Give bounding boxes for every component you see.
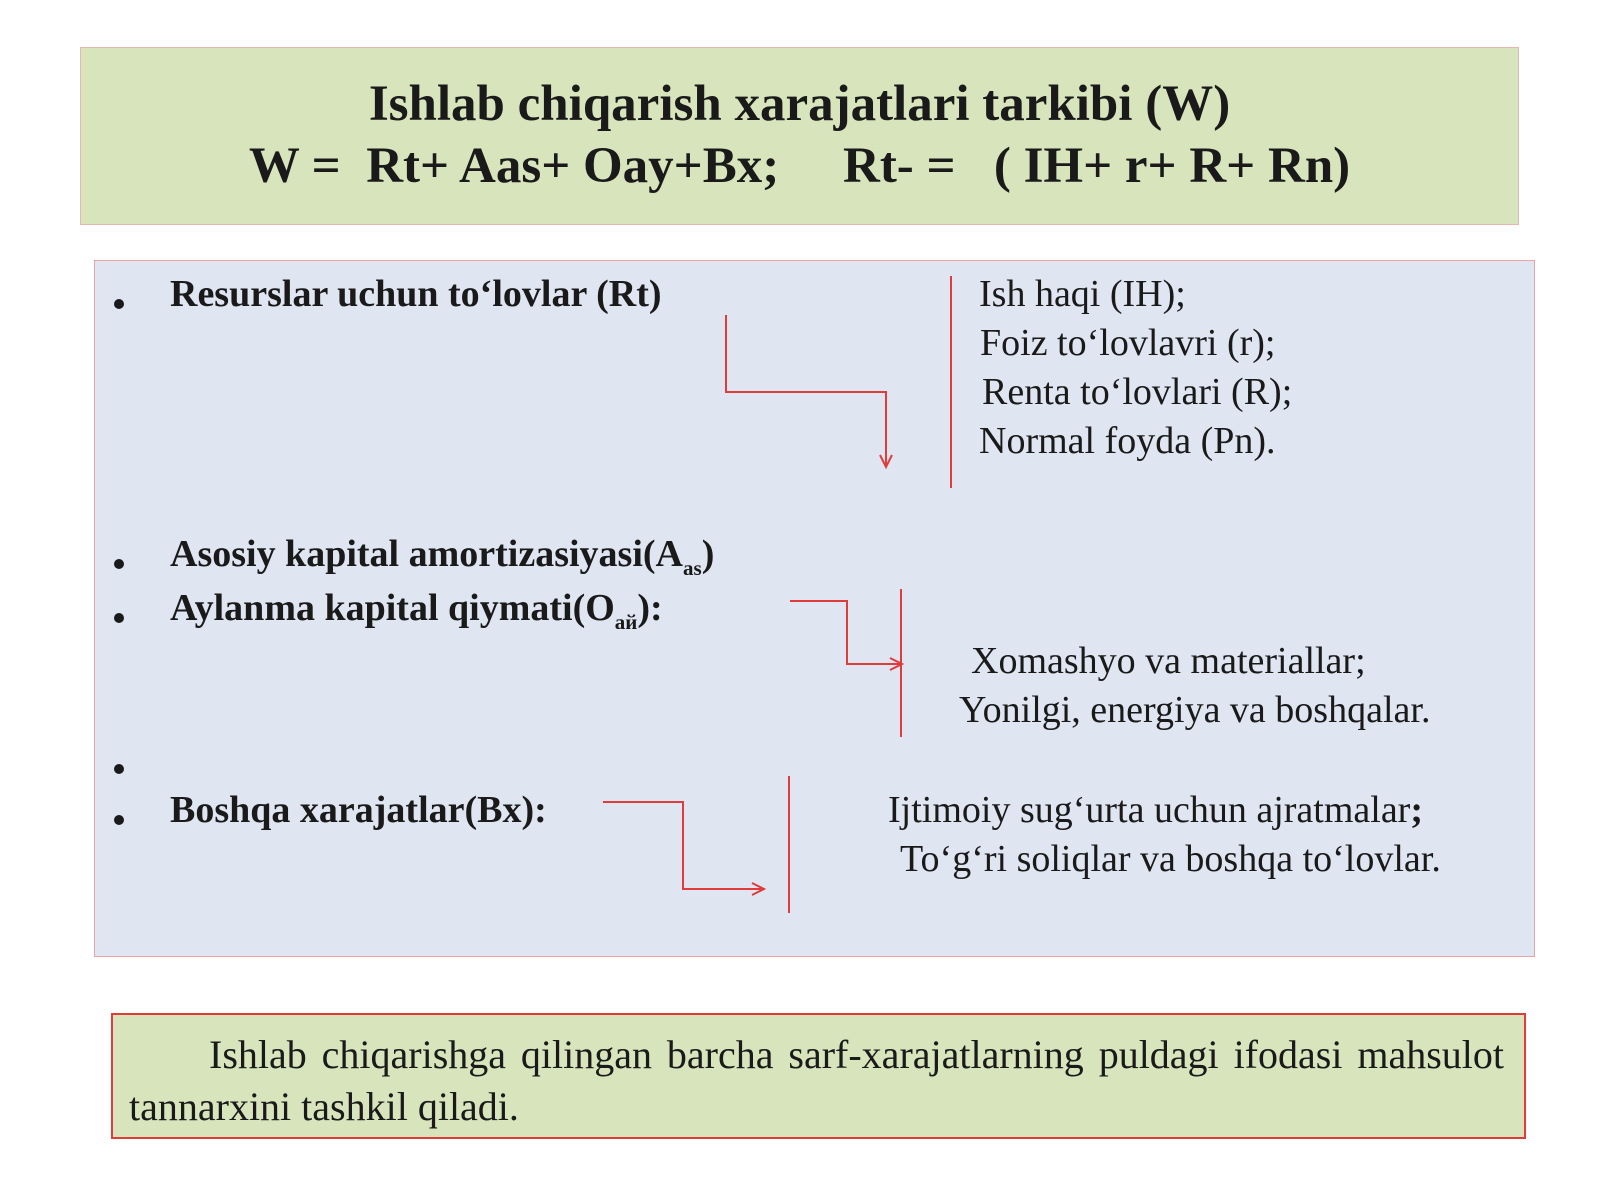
bx-detail-0-text: Ijtimoiy sug‘urta uchun ajratmalar [888,789,1411,831]
oay-elbow-arrow [790,601,901,664]
aas-label-suffix: ) [701,533,715,575]
oay-detail-1: Yonilgi, energiya va boshqalar. [959,689,1431,731]
page-title: Ishlab chiqarish xarajatlari tarkibi (W) [368,76,1231,132]
bullet-oay [114,613,124,623]
bx-detail-0-semicolon: ; [1410,789,1423,831]
oay-label-text: Aylanma kapital qiymati(O [170,587,615,629]
bullet-bx [114,815,124,825]
oay-label-suffix: ): [637,587,663,629]
cost-structure-panel [94,260,1535,957]
item-aas-label [170,532,714,590]
aas-subscript: as [683,556,702,580]
item-oay-label [170,586,663,644]
bullet-empty [114,764,124,774]
bx-detail-0 [888,788,1423,832]
rt-detail-3: Normal foyda (Pn). [979,420,1276,462]
item-bx-label: Boshqa xarajatlar(Bx): [170,789,547,831]
rt-detail-1: Foiz to‘lovlavri (r); [980,322,1276,364]
item-rt-label: Resurslar uchun to‘lovlar (Rt) [170,273,662,315]
bullet-rt [114,299,124,309]
rt-detail-0: Ish haqi (IH); [979,273,1186,315]
bullet-aas [114,559,124,569]
summary-note [111,1013,1526,1139]
rt-elbow-arrow [726,315,886,466]
aas-label-text: Asosiy kapital amortizasiyasi(A [170,533,683,575]
oay-subscript: ай [614,610,638,634]
title-box [80,47,1519,225]
oay-detail-0: Xomashyo va materiallar; [971,640,1366,682]
rt-detail-2: Renta to‘lovlari (R); [982,371,1293,413]
bx-detail-1: To‘g‘ri soliqlar va boshqa to‘lovlar. [900,838,1441,880]
cost-formula: W = Rt+ Aas+ Oay+Bx; Rt- = ( IH+ r+ R+ Rn) [248,138,1351,194]
bx-elbow-arrow [603,802,763,889]
summary-note-text: Ishlab chiqarishga qilingan barcha sarf-xarajatlarning puldagi ifodasi mahsulot tannarxini tashkil qiladi. [129,1032,1504,1129]
